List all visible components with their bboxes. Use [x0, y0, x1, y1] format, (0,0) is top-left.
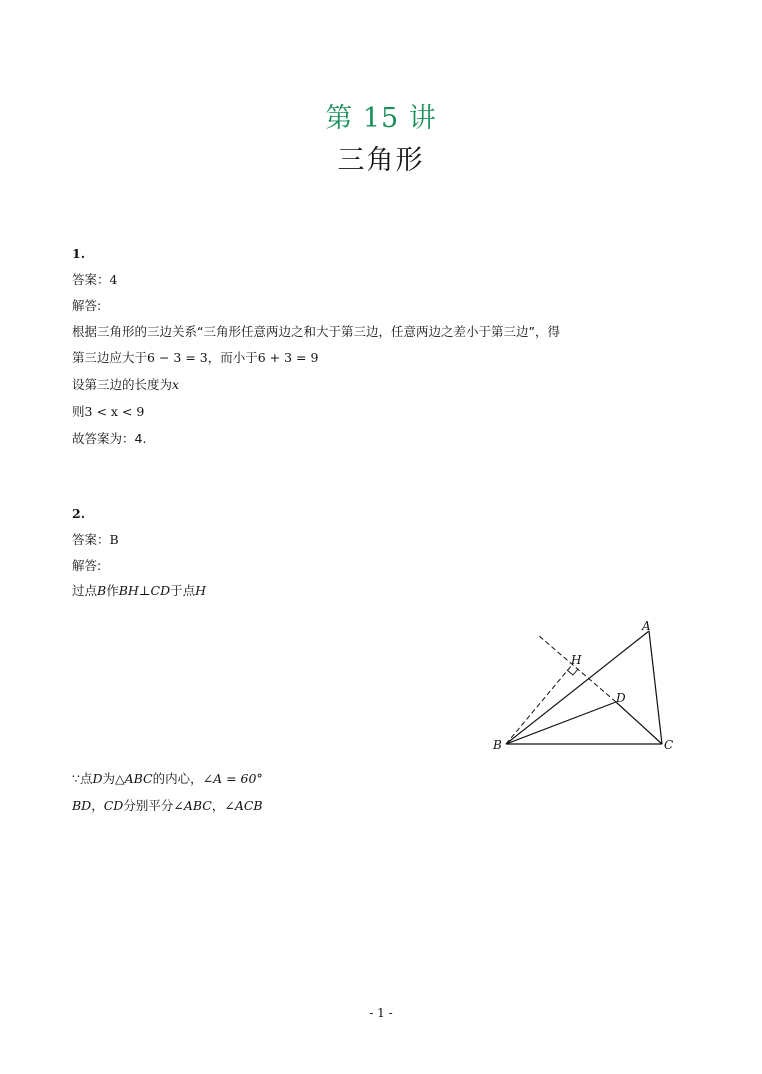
question-2-bisectors	[72, 798, 263, 814]
segment-bd	[506, 702, 616, 744]
incenter-point: D	[92, 771, 103, 786]
bisector-mid: 分别平分	[123, 798, 174, 813]
label-c: C	[664, 738, 674, 752]
then-inequality: 3 < x < 9	[84, 404, 145, 419]
bisector-angle-1: ∠ABC	[173, 798, 212, 813]
label-b: B	[493, 738, 502, 752]
construct-prefix: 过点	[72, 583, 98, 598]
incenter-angle: ∠A = 60°	[202, 771, 263, 786]
side-ab	[506, 631, 649, 744]
question-1-answer	[72, 272, 117, 288]
incenter-mid: 为	[102, 771, 115, 786]
question-2-answer	[72, 532, 119, 548]
bisector-segment-2: CD	[103, 798, 124, 813]
construct-suffix: 于点	[170, 583, 196, 598]
question-1-range	[72, 350, 318, 366]
page-number: - 1 -	[369, 1006, 393, 1020]
construct-point: B	[97, 583, 107, 598]
question-1-let	[72, 377, 179, 393]
then-prefix: 则	[72, 404, 85, 419]
segment-cd	[616, 702, 662, 744]
question-1-then	[72, 404, 144, 420]
label-h: H	[571, 653, 582, 667]
range-expr-lower: 6 − 3 = 3	[147, 350, 208, 365]
construct-perpendicular: BH⊥CD	[118, 583, 171, 598]
label-a: A	[642, 619, 651, 633]
question-2-incenter	[72, 771, 263, 787]
triangle-diagram	[490, 618, 690, 758]
label-d: D	[616, 691, 626, 705]
question-2-construction	[72, 583, 206, 599]
answer-label: 答案：	[72, 532, 110, 547]
segment-bh	[506, 665, 572, 744]
answer-value: 4	[109, 272, 118, 287]
construct-foot: H	[195, 583, 207, 598]
bisector-segment-1: BD	[72, 798, 92, 813]
question-2-number: 2.	[72, 506, 86, 521]
question-1-rule: 根据三角形的三边关系“三角形任意两边之和大于第三边，任意两边之差小于第三边”，得	[72, 324, 560, 339]
bisector-separator-2: ，	[211, 798, 225, 813]
let-variable: x	[172, 377, 180, 392]
bisector-angle-2: ∠ACB	[224, 798, 263, 813]
answer-value: B	[109, 532, 119, 547]
right-angle-mark	[567, 669, 578, 675]
lecture-title: 第 15 讲	[325, 103, 437, 134]
range-expr-upper: 6 + 3 = 9	[257, 350, 319, 365]
question-1-solution-label: 解答:	[72, 298, 102, 313]
question-1-final: 故答案为：4.	[72, 431, 147, 446]
range-mid: ，而小于	[207, 350, 258, 365]
let-prefix: 设第三边的长度为	[72, 377, 173, 392]
answer-label: 答案：	[72, 272, 110, 287]
incenter-triangle: △ABC	[115, 771, 153, 786]
because-prefix: ∵点	[72, 771, 93, 786]
subject-title: 三角形	[337, 145, 425, 176]
side-ac	[649, 631, 662, 744]
incenter-suffix: 的内心，	[152, 771, 203, 786]
question-2-solution-label: 解答:	[72, 558, 102, 573]
bisector-separator: ，	[91, 798, 104, 813]
construct-mid: 作	[106, 583, 119, 598]
range-prefix: 第三边应大于	[72, 350, 148, 365]
question-1-number: 1.	[72, 246, 86, 261]
triangle-figure	[490, 618, 690, 758]
